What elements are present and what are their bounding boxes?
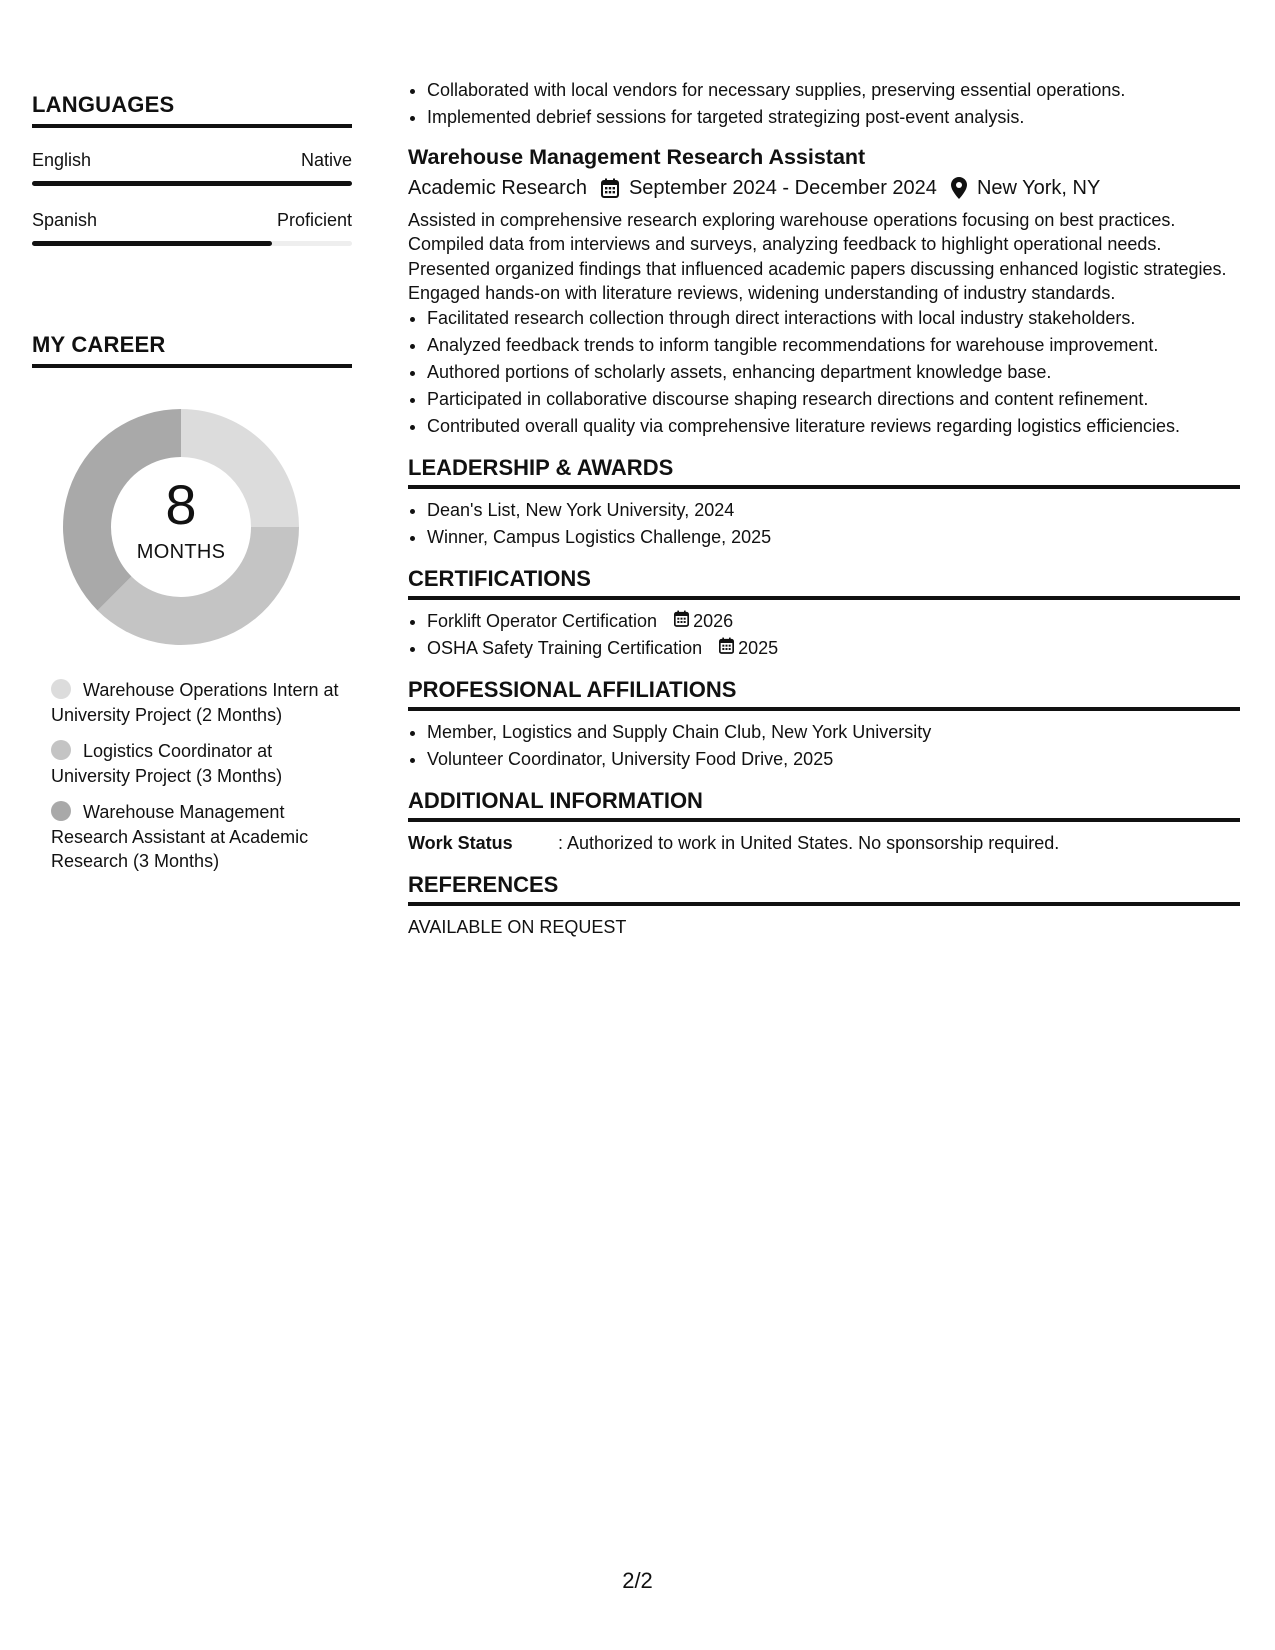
job-meta [408, 174, 1240, 202]
bullet-item: • Winner, Campus Logistics Challenge, 2025 [427, 525, 1240, 550]
languages-title: LANGUAGES [32, 92, 352, 128]
bullet-item: • Participated in collaborative discourse shaping research directions and content refinement. [427, 387, 1240, 412]
references-text: AVAILABLE ON REQUEST [408, 916, 627, 937]
calendar-icon [674, 609, 693, 634]
bullet-item: • Implemented debrief sessions for targeted strategizing post-event analysis. [427, 105, 1240, 130]
legend-dot [51, 740, 71, 760]
legend-dot [51, 801, 71, 821]
legend-dot [51, 679, 71, 699]
job-bullets [408, 306, 1240, 439]
additional-title: ADDITIONAL INFORMATION [408, 789, 1240, 822]
legend-label: Warehouse Management Research Assistant at Academic Research (3 Months) [51, 802, 309, 871]
language-bar [32, 241, 352, 246]
job-location: New York, NY [976, 176, 1101, 199]
affiliations-title: PROFESSIONAL AFFILIATIONS [408, 678, 1240, 711]
bullet-item: • Volunteer Coordinator, University Food Drive, 2025 [427, 747, 1240, 772]
bullet-item: • Facilitated research collection through direct interactions with local industry stakeholders. [427, 306, 1240, 331]
bullet-item: • Analyzed feedback trends to inform tangible recommendations for warehouse improvement. [427, 333, 1240, 358]
map-pin-icon [951, 177, 967, 199]
career-section [32, 332, 352, 874]
job-dates: September 2024 - December 2024 [628, 176, 937, 199]
certification-item [427, 636, 1240, 661]
career-title: MY CAREER [32, 332, 352, 368]
right-column [408, 78, 1240, 939]
legend-label: Warehouse Operations Intern at University Project (2 Months) [51, 680, 339, 725]
legend-label: Logistics Coordinator at University Project (3 Months) [51, 741, 283, 786]
bullet-item: • Collaborated with local vendors for necessary supplies, preserving essential operations. [427, 78, 1240, 103]
bullet-item: • Member, Logistics and Supply Chain Club, New York University [427, 720, 1240, 745]
bullet-item: • Contributed overall quality via comprehensive literature reviews regarding logistics efficiencies. [427, 414, 1240, 439]
donut-total: 8 [165, 472, 197, 536]
work-status-value: : Authorized to work in United States. No sponsorship required. [558, 832, 1060, 853]
career-donut-chart [56, 402, 306, 652]
awards-section [408, 456, 1240, 549]
work-status-label: Work Status [408, 832, 513, 853]
certifications-section [408, 567, 1240, 660]
language-item [32, 150, 352, 186]
references-title: REFERENCES [408, 873, 1240, 906]
language-level: Proficient [276, 210, 352, 230]
calendar-icon [719, 636, 738, 661]
calendar-icon [601, 178, 619, 198]
legend-item [51, 678, 341, 727]
language-name: Spanish [32, 210, 98, 230]
language-bar [32, 181, 352, 186]
job-company: Academic Research [408, 176, 587, 199]
awards-title: LEADERSHIP & AWARDS [408, 456, 1240, 489]
left-column [32, 92, 352, 886]
language-level: Native [300, 150, 352, 170]
language-item [32, 210, 352, 246]
page-number: 2/2 [622, 1568, 653, 1593]
language-name: English [32, 150, 92, 170]
bullet-item: • Dean's List, New York University, 2024 [427, 498, 1240, 523]
language-bar-fill [32, 181, 352, 186]
work-status-row [408, 831, 1240, 856]
references-section [408, 873, 1240, 939]
job-entry [408, 142, 1240, 439]
job-description: Assisted in comprehensive research exploring warehouse operations focusing on best practices. Compiled data from interviews and surveys, analyzing feedback to highlight operational needs. Presented organized findings that influenced academic papers discussing enhanced logistic strategies. Engaged hands-on with literature reviews, widening understanding of industry standards. [408, 209, 1227, 303]
additional-section [408, 789, 1240, 855]
affiliations-section [408, 678, 1240, 771]
certification-year: 2026 [693, 610, 734, 631]
certification-year: 2025 [738, 637, 779, 658]
certification-name: OSHA Safety Training Certification [427, 637, 703, 658]
previous-job-bullets [408, 78, 1240, 130]
language-bar-fill [32, 241, 272, 246]
job-title: Warehouse Management Research Assistant [408, 144, 866, 169]
bullet-item: • Authored portions of scholarly assets, enhancing department knowledge base. [427, 360, 1240, 385]
career-legend [51, 678, 341, 874]
certification-item [427, 609, 1240, 634]
donut-unit: MONTHS [136, 540, 226, 563]
legend-item [51, 800, 341, 874]
certifications-title: CERTIFICATIONS [408, 567, 1240, 600]
legend-item [51, 739, 341, 788]
certification-name: Forklift Operator Certification [427, 610, 658, 631]
